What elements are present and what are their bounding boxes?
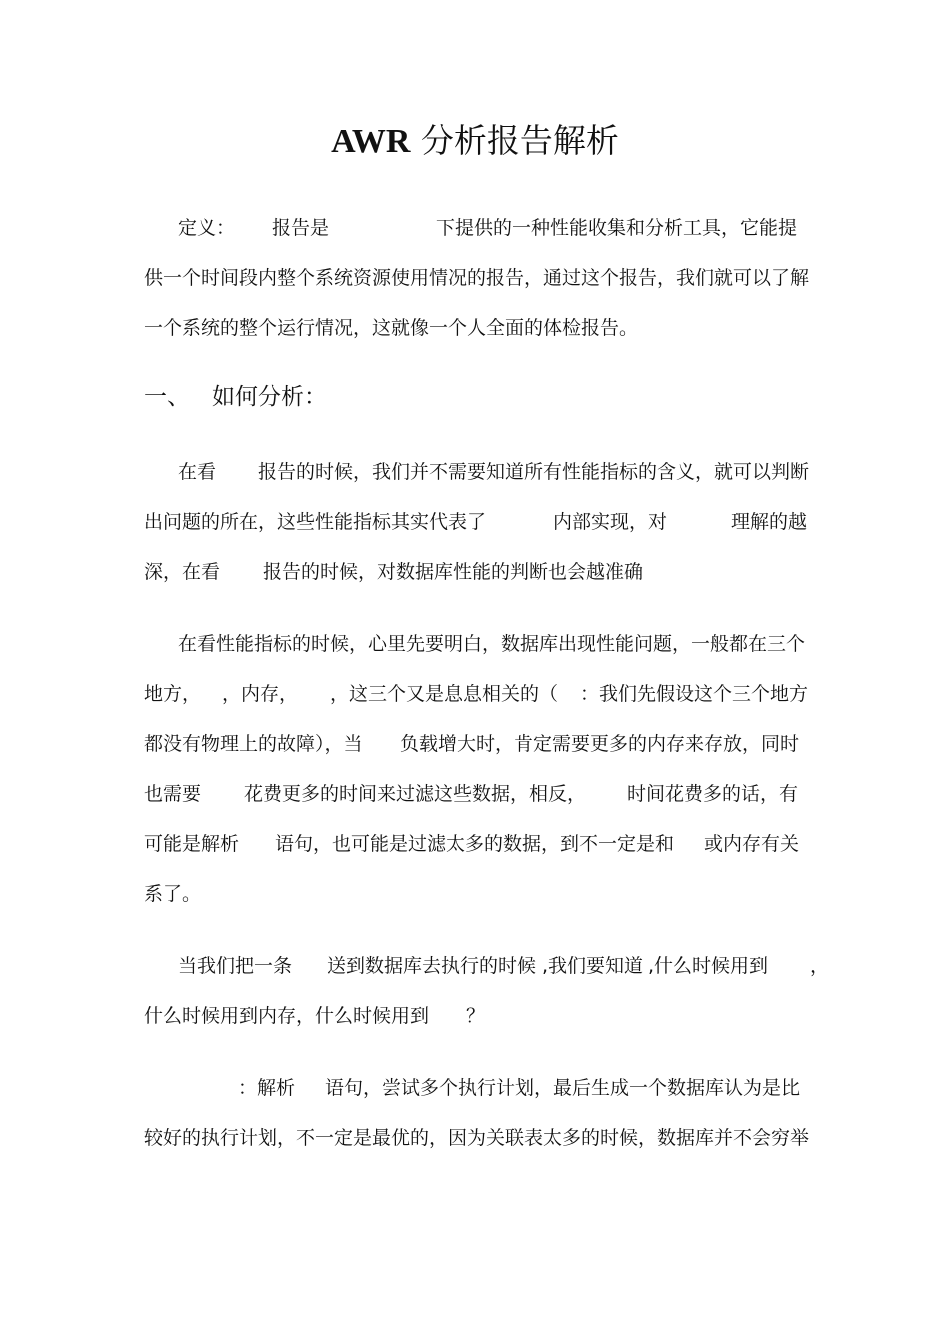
body-text: 时间花费多的话，有 — [627, 783, 799, 805]
body-text: ， — [810, 955, 830, 977]
body-text: ？ — [466, 1005, 486, 1027]
body-text: ，内存， — [222, 683, 299, 705]
definition-text: 报告是 — [272, 217, 330, 239]
title-en: AWR — [331, 123, 411, 160]
body-text: 负载增大时，肯定需要更多的内存来存放，同时 — [400, 733, 800, 755]
title-cn: 分析报告解析 — [420, 121, 619, 160]
body-text: 当我们把一条 — [178, 955, 293, 977]
body-text: 报告的时候，我们并不需要知道所有性能指标的含义，就可以判断 — [258, 461, 810, 483]
body-text: 地方， — [144, 683, 202, 705]
body-text: 在看性能指标的时候，心里先要明白，数据库出现性能问题，一般都在三个 — [178, 633, 806, 655]
body-text: 送到数据库去执行的时候 — [327, 955, 537, 977]
body-text: 深，在看 — [144, 561, 221, 583]
section-number: 一、 — [144, 384, 190, 410]
body-text: ：我们先假设这个三个地方 — [580, 683, 809, 705]
definition-text: 供一个时间段内整个系统资源使用情况的报告，通过这个报告，我们就可以了解 — [144, 267, 810, 289]
body-text: ：解析 — [238, 1077, 296, 1099]
body-text: 系了。 — [144, 883, 202, 905]
body-text: 内部实现，对 — [553, 511, 668, 533]
body-text: 都没有物理上的故障），当 — [144, 733, 363, 755]
body-text: 较好的执行计划，不一定是最优的，因为关联表太多的时候，数据库并不会穷举 — [144, 1127, 810, 1149]
body-text: 或内存有关 — [704, 833, 800, 855]
body-text: 花费更多的时间来过滤这些数据，相反， — [244, 783, 587, 805]
body-text: 理解的越 — [731, 511, 808, 533]
body-text: ,什么时候用到 — [648, 955, 769, 977]
body-text: 在看 — [178, 461, 217, 483]
definition-text: 下提供的一种性能收集和分析工具，它能提 — [436, 217, 798, 239]
page-title — [0, 118, 950, 165]
body-text: 什么时候用到内存，什么时候用到 — [144, 1005, 430, 1027]
body-text: 语句，也可能是过滤太多的数据，到不一定是和 — [275, 833, 675, 855]
definition-label: 定义： — [178, 217, 236, 239]
section-heading: 如何分析： — [212, 384, 327, 410]
body-text: 语句，尝试多个执行计划，最后生成一个数据库认为是比 — [325, 1077, 801, 1099]
body-text: ，这三个又是息息相关的（ — [330, 683, 559, 705]
body-text: 出问题的所在，这些性能指标其实代表了 — [144, 511, 487, 533]
definition-text: 一个系统的整个运行情况，这就像一个人全面的体检报告。 — [144, 317, 639, 339]
body-text: 报告的时候，对数据库性能的判断也会越准确 — [263, 561, 644, 583]
body-text: ,我们要知道 — [542, 955, 644, 977]
body-text: 也需要 — [144, 783, 202, 805]
body-text: 可能是解析 — [144, 833, 240, 855]
